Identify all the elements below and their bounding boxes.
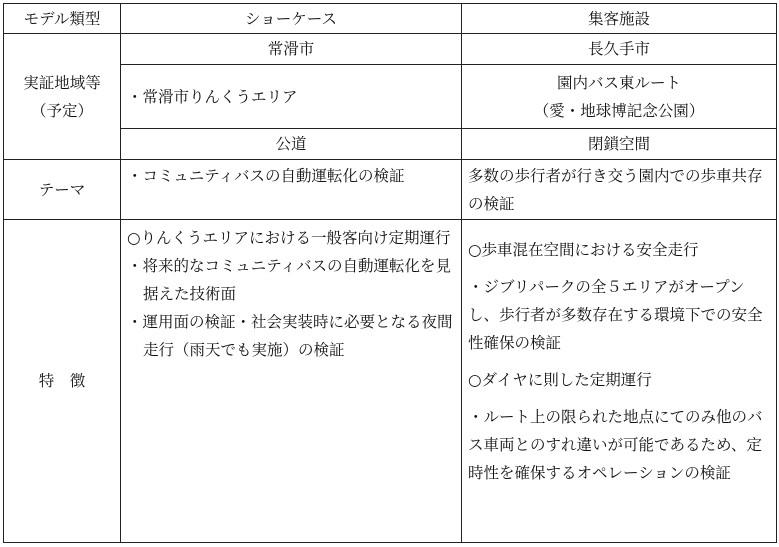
facility-route-cell (462, 65, 777, 129)
facility-city: 長久手市 (462, 34, 777, 65)
showcase-city: 常滑市 (121, 34, 462, 65)
header-showcase: ショーケース (121, 4, 462, 34)
header-model-type: モデル類型 (4, 4, 121, 34)
model-comparison-table (3, 3, 777, 543)
showcase-feature-2: ・将来的なコミュニティバスの自動運転化を見据えた技術面 (127, 257, 451, 303)
showcase-area: ・常滑市りんくうエリア (121, 65, 462, 129)
facility-route: 園内バス東ルート (556, 73, 681, 92)
facility-feature-1: ○歩車混在空間における安全走行 (468, 241, 699, 259)
facility-feature-4: ・ルート上の限られた地点にてのみ他のバス車両とのすれ違いが可能であるため、定時性を確保するオペレーションの検証 (468, 408, 763, 482)
features-showcase-cell (121, 220, 462, 543)
theme-row (4, 160, 777, 220)
theme-label: テーマ (4, 160, 121, 220)
facility-feature-3: ○ダイヤに則した定期運行 (468, 371, 652, 389)
showcase-feature-1: ○りんくうエリアにおける一般客向け定期運行 (127, 229, 451, 247)
header-facility: 集客施設 (462, 4, 777, 34)
features-label: 特 徴 (4, 220, 121, 543)
header-row (4, 4, 777, 34)
region-label-cell (4, 34, 121, 160)
theme-facility: 多数の歩行者が行き交う園内での歩車共存の検証 (462, 160, 777, 220)
showcase-feature-3: ・運用面の検証・社会実装時に必要となる夜間走行（雨天でも実施）の検証 (127, 313, 453, 359)
features-facility-cell (462, 220, 777, 543)
facility-road: 閉鎖空間 (462, 129, 777, 160)
showcase-road: 公道 (121, 129, 462, 160)
facility-feature-2: ・ジブリパークの全５エリアがオープンし、歩行者が多数存在する環境下での安全性確保の検証 (468, 278, 763, 352)
features-row (4, 220, 777, 543)
facility-route-sub: （愛・地球博記念公園） (533, 101, 705, 120)
region-row-city (4, 34, 777, 65)
region-label: 実証地域等 (23, 73, 101, 92)
comparison-document (3, 3, 776, 543)
theme-showcase: ・コミュニティバスの自動運転化の検証 (121, 160, 462, 220)
region-label-sub: （予定） (30, 101, 93, 120)
